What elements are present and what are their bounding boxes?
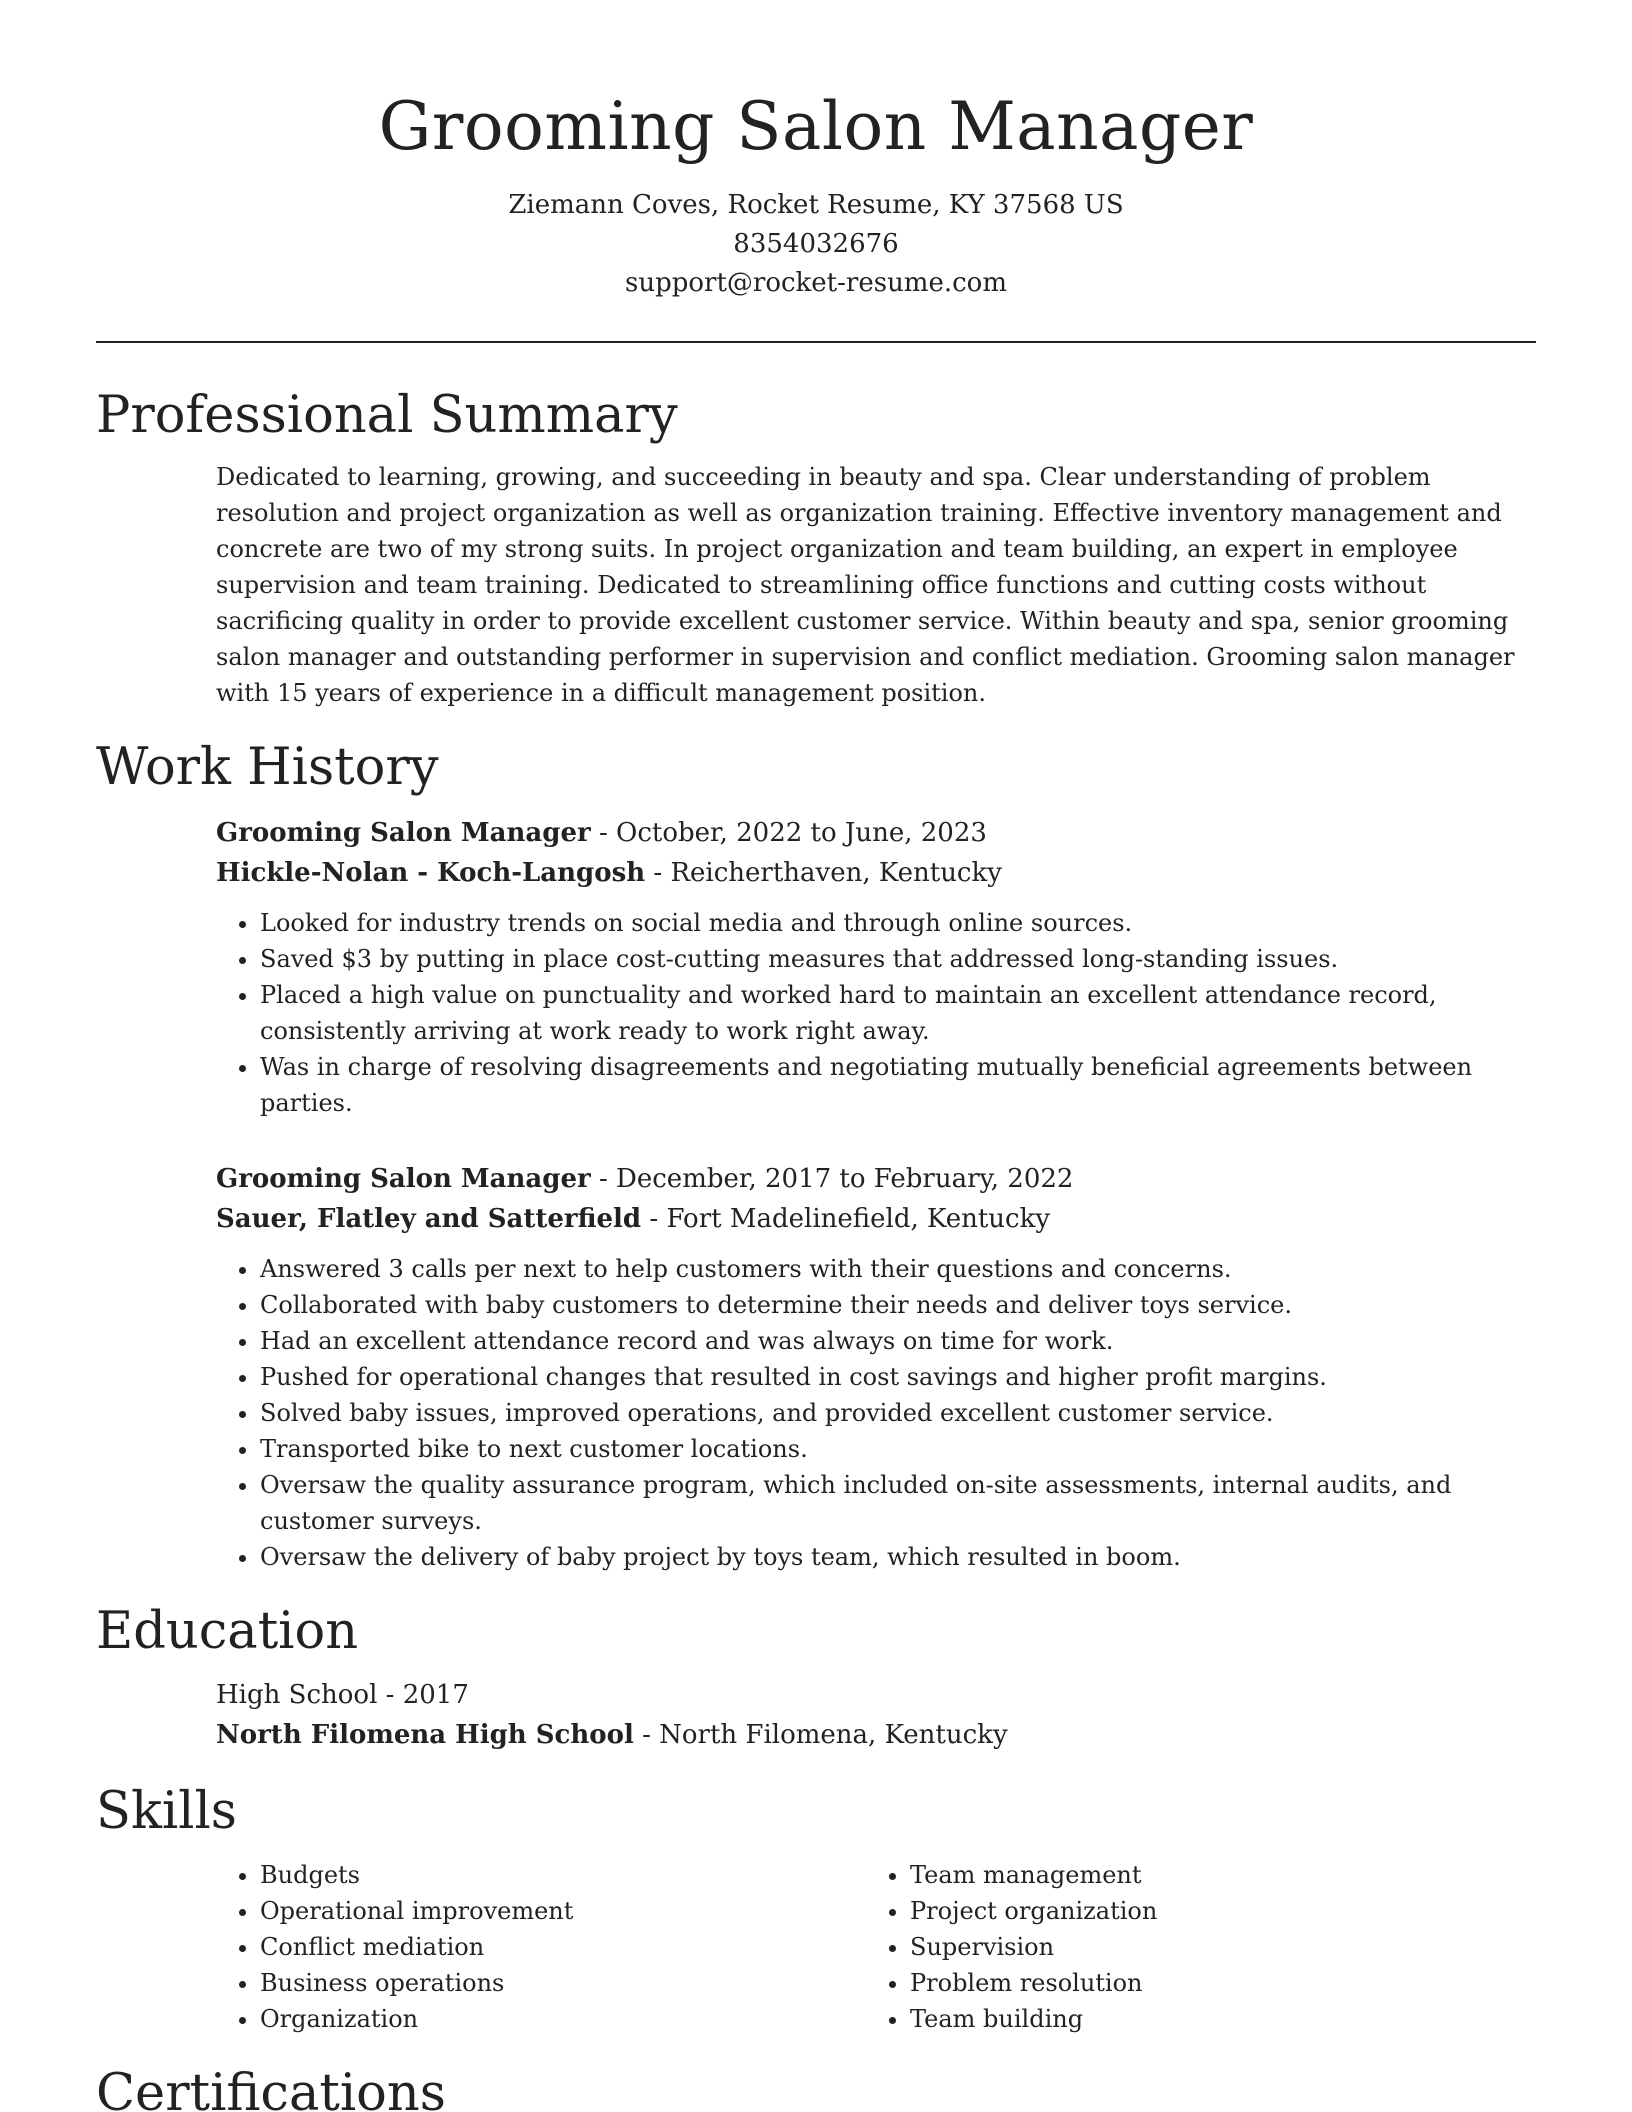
job-company-line (216, 1199, 1536, 1239)
summary-text: Dedicated to learning, growing, and succeeding in beauty and spa. Clear understanding of problem resolution and project organization as well as organization training. Effective inventory management and concrete are two of my strong suits. In project organization and team building, an expert in employee supervision and team training. Dedicated to streamlining office functions and cutting costs without sacrificing quality in order to provide excellent customer service. Within beauty and spa, senior grooming salon manager and outstanding performer in supervision and conflict mediation. Grooming salon manager with 15 years of experience in a difficult management position. (216, 463, 1515, 707)
education-degree: High School (216, 1680, 378, 1710)
job-location: - Reicherthaven, Kentucky (645, 858, 1002, 888)
job-dates: - December, 2017 to February, 2022 (590, 1164, 1074, 1194)
skills-section (96, 1779, 1536, 2037)
jobs-list (216, 813, 1536, 1575)
education-degree-line (216, 1675, 1536, 1715)
resume-page (96, 0, 1536, 2112)
job-entry (216, 813, 1536, 1121)
summary-section (96, 383, 1536, 711)
job-bullet: • Collaborated with baby customers to determine their needs and deliver toys service. (260, 1287, 1536, 1323)
contact-phone: 8354032676 (733, 229, 899, 259)
skills-heading: Skills (96, 1782, 237, 1841)
job-location: - Fort Madelinefield, Kentucky (641, 1204, 1051, 1234)
job-dates: - October, 2022 to June, 2023 (590, 818, 987, 848)
skill-item: • Organization (260, 2001, 866, 2037)
job-bullet: • Had an excellent attendance record and was always on time for work. (260, 1323, 1536, 1359)
skill-item: • Supervision (910, 1929, 1516, 1965)
resume-header (96, 0, 1536, 303)
skill-item: • Business operations (260, 1965, 866, 2001)
job-bullet: • Looked for industry trends on social media and through online sources. (260, 905, 1536, 941)
education-school-line (216, 1715, 1536, 1755)
education-section (96, 1599, 1536, 1755)
education-year: - 2017 (377, 1680, 469, 1710)
job-bullet: • Was in charge of resolving disagreements and negotiating mutually beneficial agreements between parties. (260, 1049, 1536, 1121)
job-bullet: • Oversaw the quality assurance program, which included on-site assessments, internal audits, and customer surveys. (260, 1467, 1536, 1539)
education-school: North Filomena High School (216, 1720, 634, 1750)
skill-item: • Project organization (910, 1893, 1516, 1929)
job-position: Grooming Salon Manager (216, 1164, 591, 1194)
certifications-heading: Certifications (96, 2064, 446, 2112)
education-heading: Education (96, 1602, 359, 1661)
job-bullets (216, 1251, 1536, 1575)
job-position: Grooming Salon Manager (216, 818, 591, 848)
certifications-section (96, 2061, 1536, 2112)
work-history-section (96, 735, 1536, 1575)
skill-item: • Conflict mediation (260, 1929, 866, 1965)
job-company-line (216, 853, 1536, 893)
skill-item: • Operational improvement (260, 1893, 866, 1929)
skill-item: • Team building (910, 2001, 1516, 2037)
header-divider (96, 341, 1536, 343)
job-bullet: • Oversaw the delivery of baby project by toys team, which resulted in boom. (260, 1539, 1536, 1575)
job-bullets (216, 905, 1536, 1121)
job-entry (216, 1159, 1536, 1575)
job-bullet: • Pushed for operational changes that resulted in cost savings and higher profit margins. (260, 1359, 1536, 1395)
job-company: Sauer, Flatley and Satterfield (216, 1204, 642, 1234)
job-bullet: • Placed a high value on punctuality and worked hard to maintain an excellent attendance record, consistently arriving at work ready to work right away. (260, 977, 1536, 1049)
skill-item: • Problem resolution (910, 1965, 1516, 2001)
skill-item: • Budgets (260, 1857, 866, 1893)
contact-address: Ziemann Coves, Rocket Resume, KY 37568 US (508, 190, 1124, 220)
job-bullet: • Solved baby issues, improved operations, and provided excellent customer service. (260, 1395, 1536, 1431)
job-title-line (216, 1159, 1536, 1199)
skill-item: • Team management (910, 1857, 1516, 1893)
resume-name: Grooming Salon Manager (378, 88, 1254, 165)
skills-column-right (866, 1857, 1516, 2037)
skills-column-left (216, 1857, 866, 2037)
skills-columns (216, 1857, 1536, 2037)
job-company: Hickle-Nolan - Koch-Langosh (216, 858, 646, 888)
contact-block (96, 186, 1536, 303)
job-bullet: • Answered 3 calls per next to help customers with their questions and concerns. (260, 1251, 1536, 1287)
contact-email: support@rocket-resume.com (624, 268, 1007, 298)
education-location: - North Filomena, Kentucky (633, 1720, 1008, 1750)
job-bullet: • Transported bike to next customer locations. (260, 1431, 1536, 1467)
summary-heading: Professional Summary (96, 386, 678, 445)
job-title-line (216, 813, 1536, 853)
work-history-heading: Work History (96, 738, 439, 797)
job-bullet: • Saved $3 by putting in place cost-cutting measures that addressed long-standing issues. (260, 941, 1536, 977)
